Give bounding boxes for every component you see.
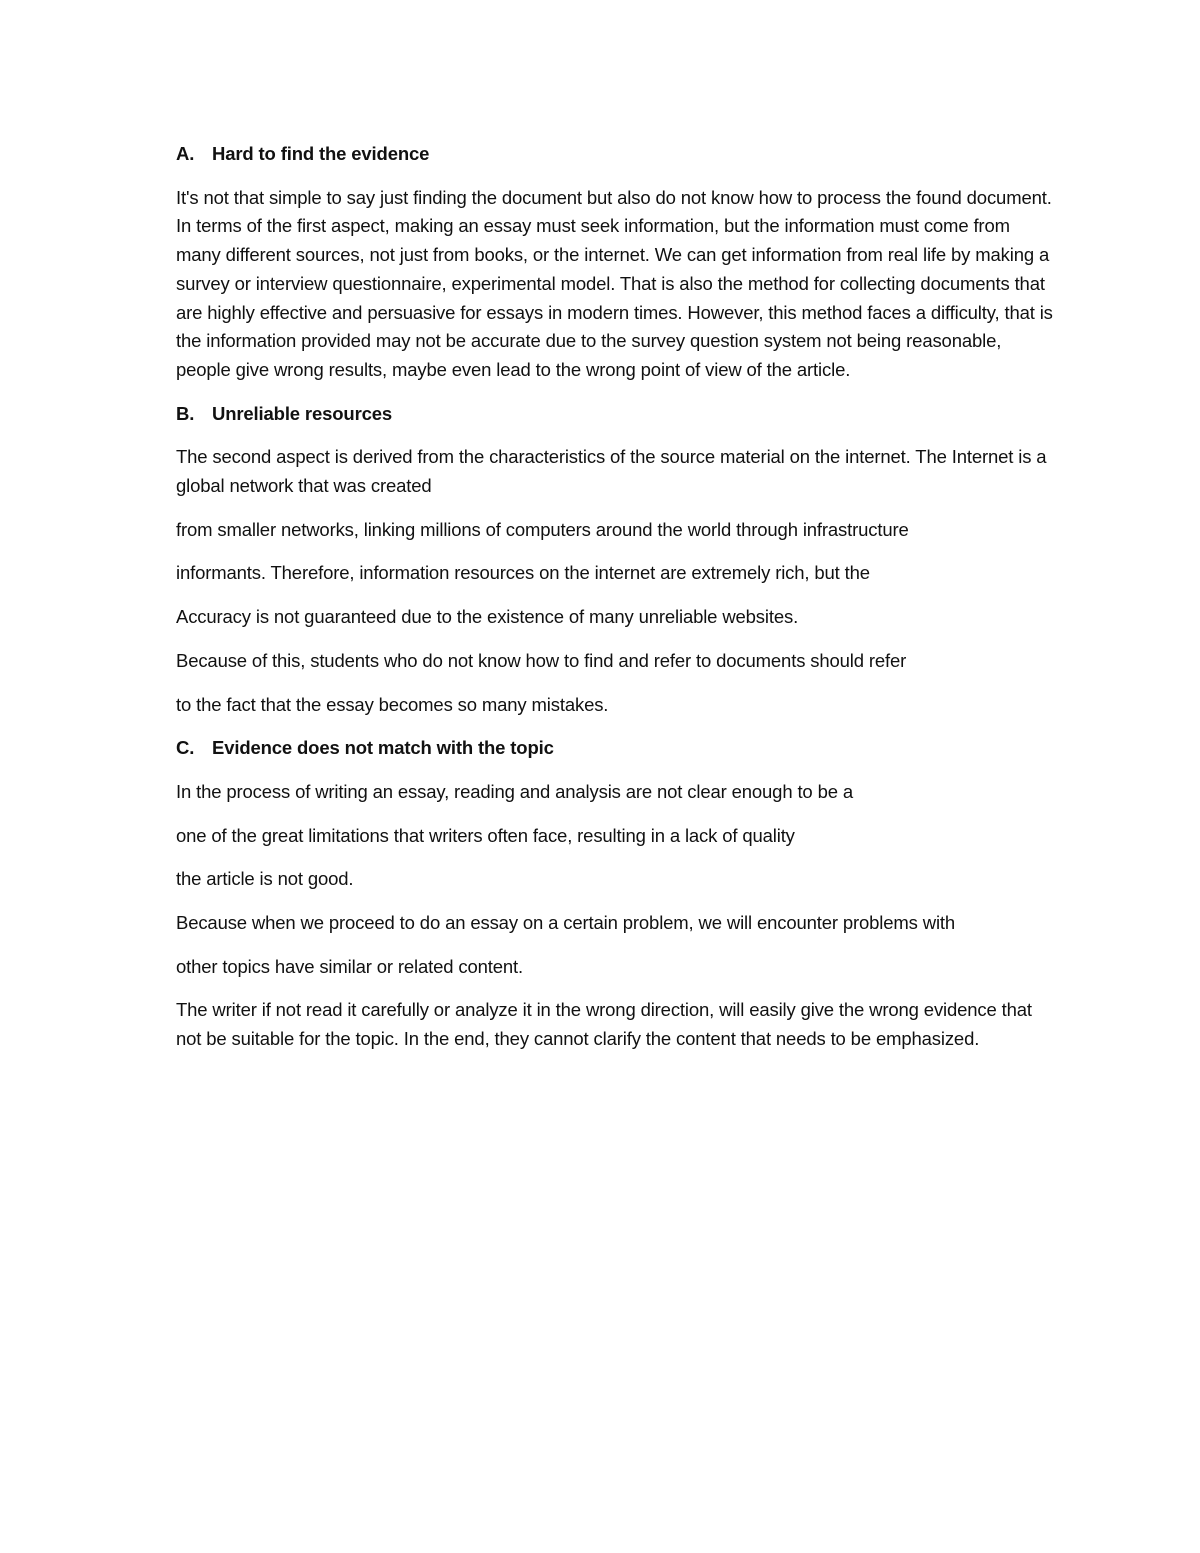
paragraph: informants. Therefore, information resources on the internet are extremely rich, but the: [176, 562, 870, 584]
paragraph: from smaller networks, linking millions of computers around the world through infrastructure: [176, 518, 909, 540]
paragraph: In the process of writing an essay, reading and analysis are not clear enough to be a: [176, 780, 853, 802]
paragraph: Accuracy is not guaranteed due to the existence of many unreliable websites.: [176, 606, 799, 628]
document-body: [176, 140, 1056, 1069]
section-title: Unreliable resources: [212, 402, 393, 424]
section-letter: A.: [176, 143, 195, 164]
section-heading-a: [176, 140, 1056, 169]
section-title: Hard to find the evidence: [212, 143, 430, 164]
section-title: Evidence does not match with the topic: [212, 737, 554, 759]
paragraph: the article is not good.: [176, 868, 354, 890]
paragraph: It's not that simple to say just finding the document but also do not know how to process the found document. In terms of the first aspect, making an essay must seek information, but the information must come from many different sources, not just from books, or the internet. We can get information from real life by making a survey or interview questionnaire, experimental model. That is also the method for collecting documents that are highly effective and persuasive for essays in modern times. However, this method faces a difficulty, that is the information provided may not be accurate due to the survey question system not being reasonable, people give wrong results, maybe even lead to the wrong point of view of the article.: [176, 186, 1053, 380]
paragraph: The second aspect is derived from the characteristics of the source material on the internet. The Internet is a global network that was created: [176, 446, 1047, 497]
section-letter: B.: [176, 402, 195, 424]
paragraph: one of the great limitations that writers often face, resulting in a lack of quality: [176, 824, 795, 846]
paragraph: other topics have similar or related content.: [176, 955, 523, 977]
paragraph: Because when we proceed to do an essay on a certain problem, we will encounter problems with: [176, 912, 956, 934]
paragraph: Because of this, students who do not know how to find and refer to documents should refer: [176, 649, 907, 671]
section-letter: C.: [176, 737, 195, 759]
section-heading-b: [176, 400, 1056, 429]
paragraph: The writer if not read it carefully or analyze it in the wrong direction, will easily give the wrong evidence that not be suitable for the topic. In the end, they cannot clarify the content that needs to be emphasized.: [176, 999, 1032, 1050]
paragraph: to the fact that the essay becomes so many mistakes.: [176, 693, 609, 715]
section-heading-c: [176, 734, 1056, 763]
